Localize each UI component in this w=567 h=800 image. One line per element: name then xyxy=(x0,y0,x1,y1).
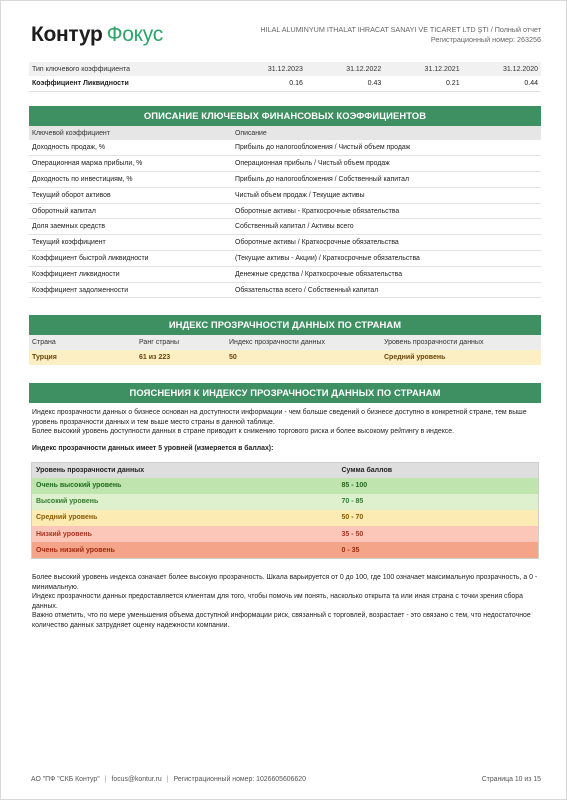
explanation-para-5: Важно отметить, что по мере уменьшения объема доступной информации риск, связанный с торговлей, возрастает - это связано с тем, что недостаточное количество данных затрудняет оценку надежности компании. xyxy=(32,612,531,629)
table-row xyxy=(29,219,541,235)
page-header xyxy=(31,23,541,53)
ratio-header-2021: 31.12.2021 xyxy=(384,62,462,76)
ratio-cell: Текущий оборот активов xyxy=(29,187,232,203)
level-name: Очень низкий уровень xyxy=(32,542,338,558)
level-score: 35 - 50 xyxy=(338,526,539,542)
level-score: 70 - 85 xyxy=(338,494,539,510)
logo-part1: Контур xyxy=(31,23,103,46)
company-line: HILAL ALUMINYUM ITHALAT IHRACAT SANAYI VE TICARET LTD ŞTI / Полный отчет xyxy=(260,25,541,34)
ratio-table xyxy=(29,62,541,92)
transparency-index-title: ИНДЕКС ПРОЗРАЧНОСТИ ДАННЫХ ПО СТРАНАМ xyxy=(29,315,541,335)
header-country: Страна xyxy=(29,335,136,350)
description-cell: Чистый объем продаж / Текущие активы xyxy=(232,187,541,203)
table-row xyxy=(29,172,541,188)
ratio-cell: Оборотный капитал xyxy=(29,203,232,219)
levels-header-level: Уровень прозрачности данных xyxy=(32,463,338,478)
header-transparency-level: Уровень прозрачности данных xyxy=(381,335,541,350)
description-header-desc: Описание xyxy=(232,126,541,140)
table-row xyxy=(29,187,541,203)
footer-separator: | xyxy=(166,776,169,783)
ratio-cell: Доходность по инвестициям, % xyxy=(29,172,232,188)
ratio-cell: Коэффициент ликвидности xyxy=(29,266,232,282)
description-section xyxy=(29,106,541,298)
ratio-cell: Коэффициент задолженности xyxy=(29,282,232,298)
explanation-para-4: Индекс прозрачности данных предоставляется клиентам для того, чтобы помочь им понять, насколько открыта та или иная страна с точки зрения сбора данных. xyxy=(32,593,523,610)
country-rank-value: 61 из 223 xyxy=(136,350,226,365)
ratio-header-2022: 31.12.2022 xyxy=(306,62,384,76)
levels-heading: Индекс прозрачности данных имеет 5 уровней (измеряется в баллах): xyxy=(32,444,274,452)
ratio-cell: Коэффициент быстрой ликвидности xyxy=(29,251,232,267)
description-cell: Прибыль до налогообложения / Чистый объем продаж xyxy=(232,140,541,156)
ratio-cell: Операционная маржа прибыли, % xyxy=(29,156,232,172)
ratio-value-2023: 0.16 xyxy=(228,76,306,91)
ratio-table-row xyxy=(29,76,541,91)
footer-org: АО "ПФ "СКБ Контур" xyxy=(31,776,100,783)
levels-table-header xyxy=(32,463,539,478)
footer-page-number: Страница 10 из 15 xyxy=(481,776,541,783)
level-name: Средний уровень xyxy=(32,510,338,526)
ratio-value-2021: 0.21 xyxy=(384,76,462,91)
table-row xyxy=(29,156,541,172)
footer-left xyxy=(31,776,306,783)
transparency-index-section xyxy=(29,315,541,365)
table-row xyxy=(29,235,541,251)
description-cell: Обязательства всего / Собственный капитал xyxy=(232,282,541,298)
levels-header-score: Сумма баллов xyxy=(338,463,539,478)
description-table-header xyxy=(29,126,541,140)
ratio-table-header xyxy=(29,62,541,76)
level-score: 85 - 100 xyxy=(338,478,539,494)
transparency-index-row xyxy=(29,350,541,365)
level-name: Низкий уровень xyxy=(32,526,338,542)
levels-table xyxy=(31,462,539,559)
ratio-value-2020: 0.44 xyxy=(463,76,541,91)
explanation-para-1: Индекс прозрачности данных о бизнесе основан на доступности информации - чем больше сведений о бизнесе доступно в конкретной стране, тем выше уровень прозрачности данных и тем выше место страны в данной таблице. xyxy=(32,409,527,426)
ratio-cell: Текущий коэффициент xyxy=(29,235,232,251)
ratio-cell: Доходность продаж, % xyxy=(29,140,232,156)
ratio-cell: Доля заемных средств xyxy=(29,219,232,235)
footer-reg: Регистрационный номер: 1026605606620 xyxy=(173,776,306,783)
header-country-rank: Ранг страны xyxy=(136,335,226,350)
description-cell: (Текущие активы - Акции) / Краткосрочные обязательства xyxy=(232,251,541,267)
description-cell: Собственный капитал / Активы всего xyxy=(232,219,541,235)
level-row-very-high xyxy=(32,478,539,494)
description-cell: Прибыль до налогообложения / Собственный капитал xyxy=(232,172,541,188)
level-score: 50 - 70 xyxy=(338,510,539,526)
level-score: 0 - 35 xyxy=(338,542,539,558)
logo-part2: Фокус xyxy=(106,23,163,46)
country-value: Турция xyxy=(29,350,136,365)
description-cell: Денежные средства / Краткосрочные обязательства xyxy=(232,266,541,282)
description-cell: Оборотные активы - Краткосрочные обязательства xyxy=(232,203,541,219)
explanation-section xyxy=(29,383,541,453)
level-name: Очень высокий уровень xyxy=(32,478,338,494)
explanation-footer-text xyxy=(29,573,541,630)
level-name: Высокий уровень xyxy=(32,494,338,510)
ratio-header-type: Тип ключевого коэффициента xyxy=(29,62,228,76)
level-row-medium xyxy=(32,510,539,526)
transparency-index-table xyxy=(29,335,541,365)
transparency-index-header xyxy=(29,335,541,350)
ratio-value-2022: 0.43 xyxy=(306,76,384,91)
footer-separator: | xyxy=(104,776,107,783)
level-row-high xyxy=(32,494,539,510)
ratio-name: Коэффициент Ликвидности xyxy=(29,76,228,91)
explanation-para-3: Более высокий уровень индекса означает более высокую прозрачность. Шкала варьируется от 0 до 100, где 100 означает максимальную прозрачность, а 0 - минимальную. xyxy=(32,574,538,591)
description-cell: Оборотные активы / Краткосрочные обязательства xyxy=(232,235,541,251)
footer-email[interactable]: focus@kontur.ru xyxy=(111,776,162,783)
level-row-very-low xyxy=(32,542,539,558)
transparency-level-value: Средний уровень xyxy=(381,350,541,365)
level-row-low xyxy=(32,526,539,542)
explanation-para-2: Более высокий уровень доступности данных в стране приводит к снижению торгового риска и более высокому рейтингу в индексе. xyxy=(32,428,454,435)
table-row xyxy=(29,203,541,219)
description-cell: Операционная прибыль / Чистый объем продаж xyxy=(232,156,541,172)
description-header-ratio: Ключевой коэффициент xyxy=(29,126,232,140)
header-company-info xyxy=(260,25,541,45)
description-table xyxy=(29,126,541,298)
table-row xyxy=(29,266,541,282)
kontur-focus-logo xyxy=(31,23,163,47)
table-row xyxy=(29,282,541,298)
ratio-header-2023: 31.12.2023 xyxy=(228,62,306,76)
ratio-header-2020: 31.12.2020 xyxy=(463,62,541,76)
header-index-value: Индекс прозрачности данных xyxy=(226,335,381,350)
description-section-title: ОПИСАНИЕ КЛЮЧЕВЫХ ФИНАНСОВЫХ КОЭФФИЦИЕНТОВ xyxy=(29,106,541,126)
index-value: 50 xyxy=(226,350,381,365)
table-row xyxy=(29,251,541,267)
explanation-title: ПОЯСНЕНИЯ К ИНДЕКСУ ПРОЗРАЧНОСТИ ДАННЫХ ПО СТРАНАМ xyxy=(29,383,541,403)
table-row xyxy=(29,140,541,156)
registration-line: Регистрационный номер: 263256 xyxy=(430,35,541,44)
